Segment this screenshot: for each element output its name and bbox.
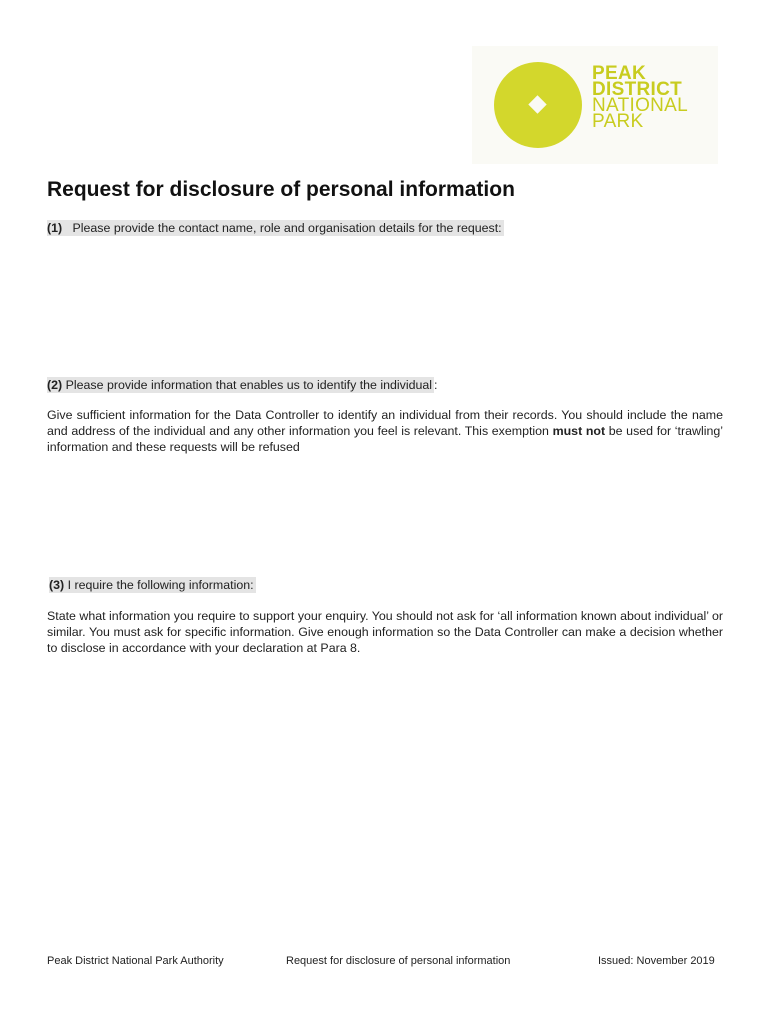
section-1-prompt [47, 221, 504, 235]
section-3-prompt-text: I require the following information: [67, 578, 254, 592]
section-2-prompt [47, 378, 438, 392]
section-3-highlight [49, 577, 256, 593]
logo-line-1: PEAK [592, 63, 646, 84]
logo-line-2: DISTRICT [592, 79, 683, 100]
footer-left: Peak District National Park Authority [47, 955, 224, 967]
section-2-prompt-end: : [434, 378, 438, 392]
logo-diamond-icon [528, 95, 546, 113]
footer-right: Issued: November 2019 [598, 955, 715, 967]
logo-wordmark [592, 63, 689, 132]
section-2-highlight [47, 377, 434, 393]
section-2-desc-part2: be used for ‘trawling’ information and these requests will be refused [47, 424, 723, 454]
logo-line-3: NATIONAL [592, 95, 689, 116]
page-title: Request for disclosure of personal information [47, 178, 515, 201]
logo-line-4: PARK [592, 111, 644, 132]
section-2-description [47, 407, 723, 455]
section-2-desc-part1: Give sufficient information for the Data Controller to identify an individual from their records. You should include the name and address of the individual and any other information you feel is relevant. This exemption [47, 408, 723, 438]
section-3-number: (3) [49, 578, 65, 592]
section-2-number: (2) [47, 378, 63, 392]
logo-circle-icon [494, 62, 582, 148]
peak-district-logo [472, 46, 718, 164]
section-3-prompt [49, 578, 256, 592]
section-1-highlight [47, 220, 504, 236]
section-1-number: (1) [47, 221, 63, 235]
section-2-desc-bold: must not [552, 424, 606, 438]
section-3-description: State what information you require to support your enquiry. You should not ask for ‘all information known about individual’ or similar. You must ask for specific information. Give enough information so the Data Controller can make a decision whether to disclose in accordance with your declaration at Para 8. [47, 609, 723, 655]
section-1-prompt-text: Please provide the contact name, role and organisation details for the request: [72, 221, 502, 235]
footer-center: Request for disclosure of personal information [286, 955, 511, 967]
section-2-prompt-text: Please provide information that enables us to identify the individual [65, 378, 433, 392]
